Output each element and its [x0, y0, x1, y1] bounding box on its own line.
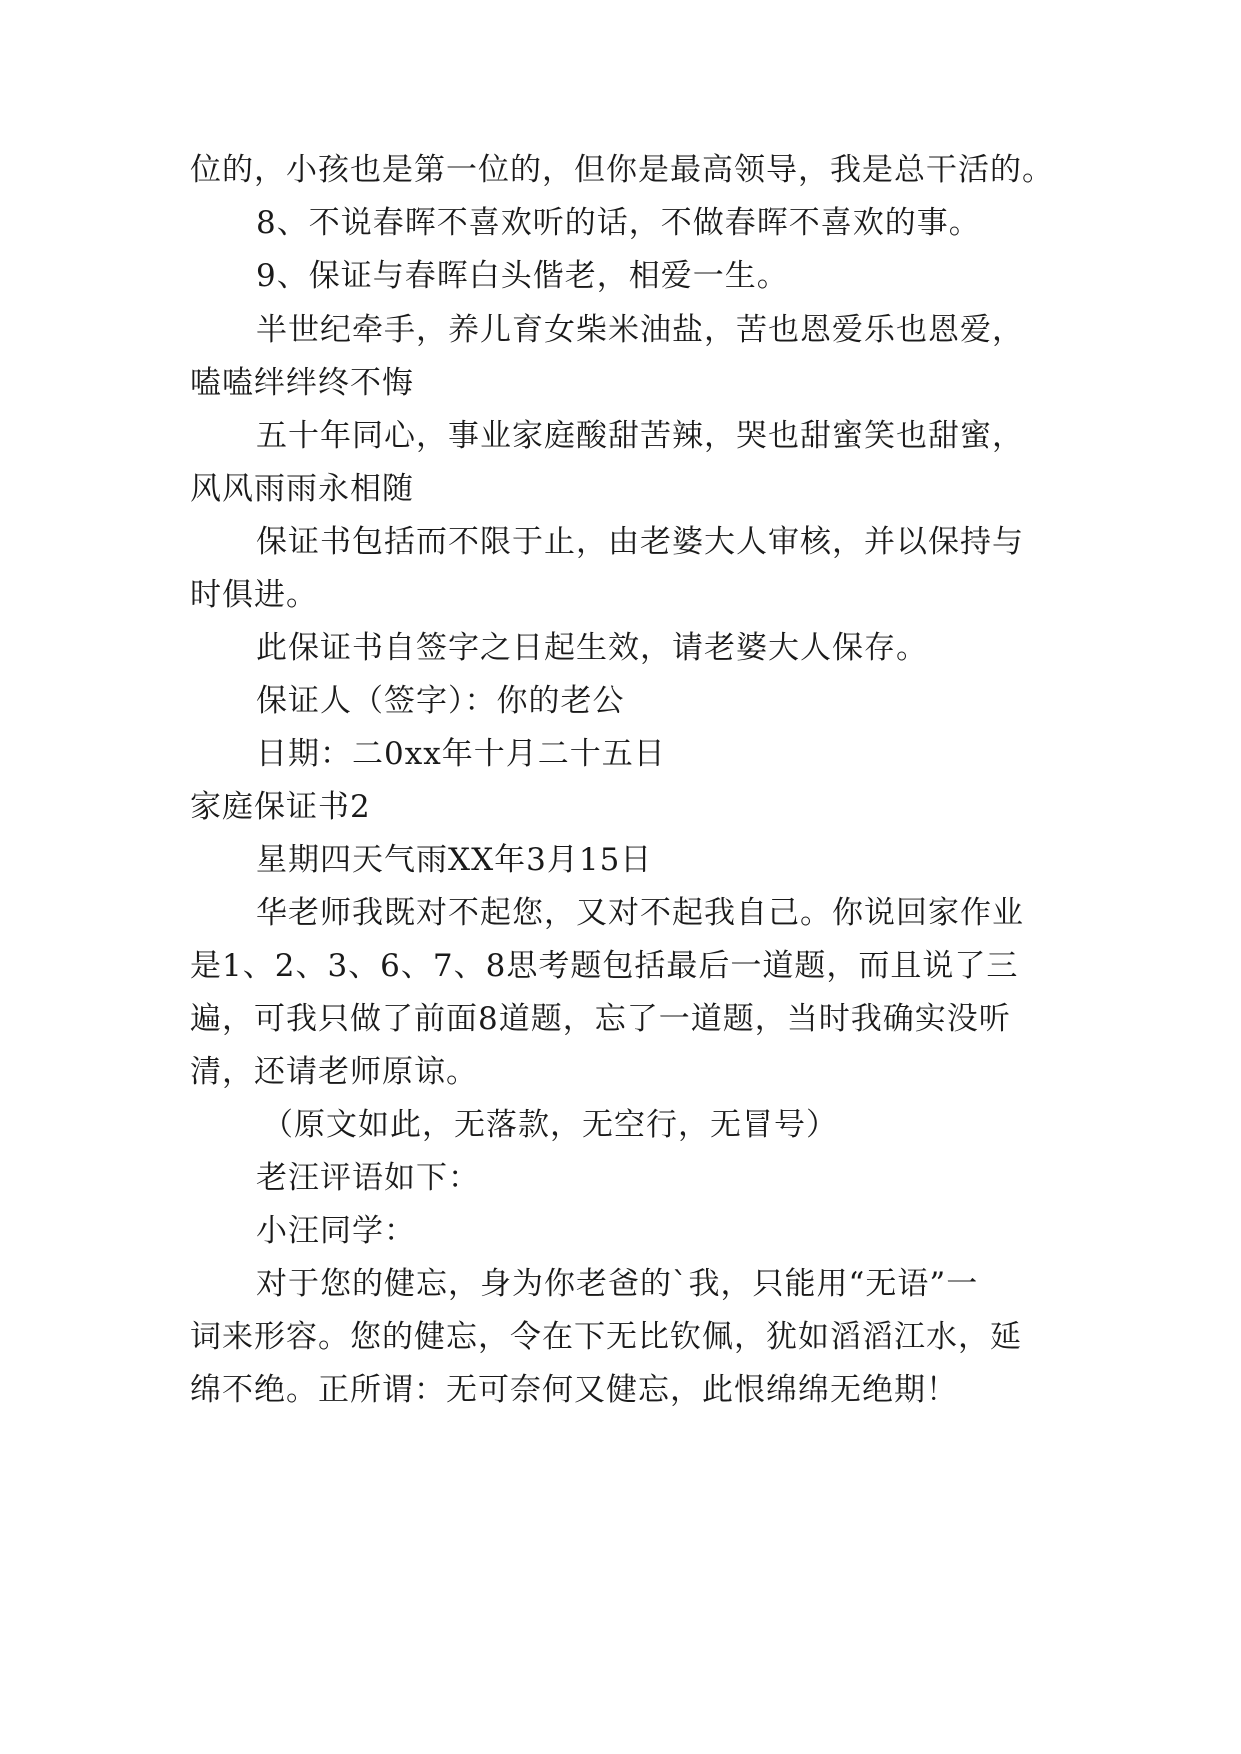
paragraph-line: 此保证书自签字之日起生效，请老婆大人保存。	[256, 630, 928, 666]
salutation-line: 小汪同学：	[256, 1213, 416, 1249]
note-line: （原文如此，无落款，无空行，无冒号）	[262, 1107, 838, 1143]
paragraph-line: 华老师我既对不起您，又对不起我自己。你说回家作业	[256, 895, 1024, 931]
paragraph-line: 对于您的健忘，身为你老爸的`我，只能用“无语”一	[256, 1266, 979, 1302]
paragraph-line: 风风雨雨永相随	[190, 471, 414, 507]
paragraph-line: 嗑嗑绊绊终不悔	[190, 365, 414, 401]
paragraph-line: 绵不绝。正所谓：无可奈何又健忘，此恨绵绵无绝期！	[190, 1372, 958, 1408]
paragraph-line: 保证书包括而不限于止，由老婆大人审核，并以保持与	[256, 524, 1024, 560]
text-line: 位的，小孩也是第一位的，但你是最高领导，我是总干活的。	[190, 152, 1054, 188]
paragraph-line: 时俱进。	[190, 577, 318, 613]
paragraph-line: 老汪评语如下：	[256, 1160, 480, 1196]
paragraph-line: 是1、2、3、6、7、8思考题包括最后一道题，而且说了三	[190, 948, 1019, 984]
list-item: 8、不说春晖不喜欢听的话，不做春晖不喜欢的事。	[256, 205, 981, 241]
paragraph-line: 清，还请老师原谅。	[190, 1054, 478, 1090]
paragraph-line: 词来形容。您的健忘，令在下无比钦佩，犹如滔滔江水，延	[190, 1319, 1022, 1355]
paragraph-line: 五十年同心，事业家庭酸甜苦辣，哭也甜蜜笑也甜蜜，	[256, 418, 1024, 454]
date-line: 日期：二0xx年十月二十五日	[256, 736, 666, 772]
date-line: 星期四天气雨XX年3月15日	[256, 842, 653, 878]
paragraph-line: 半世纪牵手，养儿育女柴米油盐，苦也恩爱乐也恩爱，	[256, 312, 1024, 348]
list-item: 9、保证与春晖白头偕老，相爱一生。	[256, 258, 789, 294]
paragraph-line: 遍，可我只做了前面8道题，忘了一道题，当时我确实没听	[190, 1001, 1011, 1037]
section-heading: 家庭保证书2	[190, 789, 371, 825]
signature-line: 保证人（签字）：你的老公	[256, 683, 625, 719]
